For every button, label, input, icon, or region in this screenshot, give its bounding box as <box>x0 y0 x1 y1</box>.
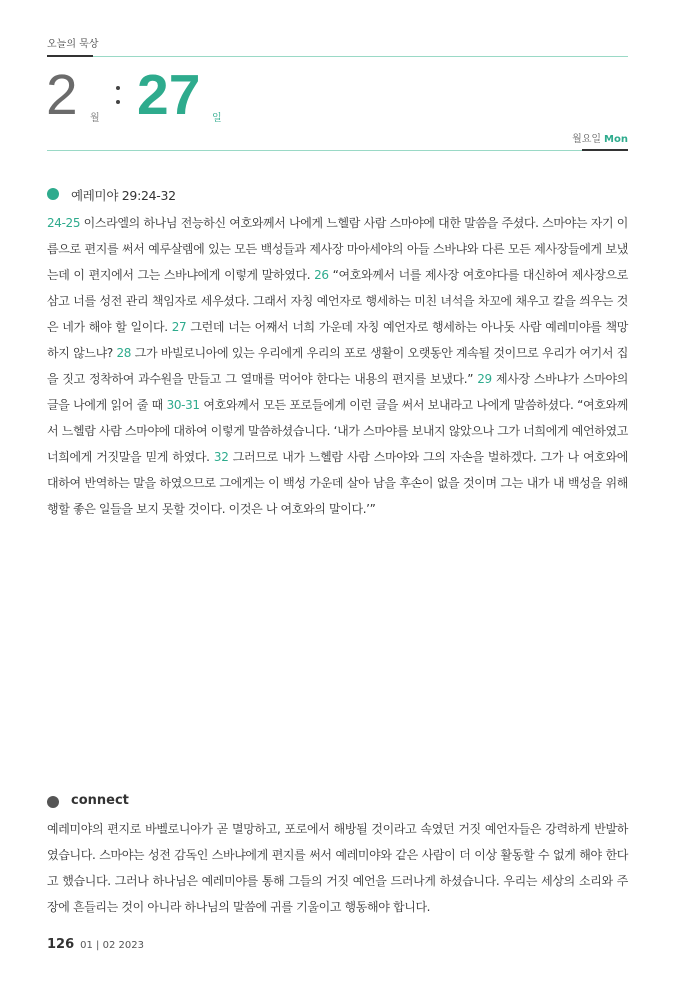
month-number: 2 <box>46 63 78 127</box>
connect-bullet-icon <box>47 796 59 808</box>
month-unit: 월 <box>90 113 100 124</box>
verse-number: 27 <box>171 320 187 334</box>
scripture-reference: 예레미야 29:24-32 <box>71 188 176 203</box>
connect-title: connect <box>71 793 129 808</box>
page-number: 126 <box>47 937 75 952</box>
weekday <box>572 130 628 145</box>
verse-text: 이스라엘의 하나님 전능하신 여호와께서 나에게 느헬람 사람 스마야에 대한 말씀을 주셨다. 스마야는 자기 이름으로 편지를 써서 예루살렘에 있는 모든 백성들과 제사장 마아세야의 아들 스바냐와 다른 모든 제사장들에게 보냈는데 이 편지에서 그는 스바냐에게 이렇게 말하였다. <box>47 216 628 282</box>
connect-text: 예레미야의 편지로 바벨로니아가 곧 멸망하고, 포로에서 해방될 것이라고 속였던 거짓 예언자들은 강력하게 반발하였습니다. 스마야는 성전 감독인 스바냐에게 편지를 써서 예레미야와 같은 사람이 더 이상 활동할 수 없게 해야 한다고 했습니다. 그러나 하나님은 예레미야를 통해 그들의 거짓 예언을 드러나게 하셨습니다. 우리는 세상의 소리와 주장에 흔들리는 것이 아니라 하나님의 말씀에 귀를 기울이고 행동해야 합니다. <box>47 822 628 914</box>
colon-dot-top <box>116 86 120 90</box>
weekday-english: Mon <box>604 134 628 145</box>
verse-text: 그런데 너는 어째서 너희 가운데 자칭 예언자로 행세하는 아나돗 사람 예레미야를 책망하지 않느냐? <box>47 320 628 360</box>
weekday-korean: 월요일 <box>572 134 602 145</box>
verse-number: 32 <box>213 450 229 464</box>
label-underline <box>47 55 93 57</box>
day-number: 27 <box>137 63 201 127</box>
verse-text: 그러므로 내가 느헬람 사람 스마야와 그의 자손을 벌하겠다. 그가 나 여호와에 대하여 반역하는 말을 하였으므로 그에게는 이 백성 가운데 살아 남을 후손이 없을 것이며 그는 내가 내 백성을 위해 행할 좋은 일들을 보지 못할 것이다. 이것은 나 여호와의 말이다.’” <box>47 450 628 516</box>
verse-number: 26 <box>314 268 329 282</box>
section-label: 오늘의 묵상 <box>47 39 99 50</box>
colon-dot-bottom <box>116 100 120 104</box>
verse-number: 29 <box>477 372 492 386</box>
verse-text: 그가 바빌로니아에 있는 우리에게 우리의 포로 생활이 오랫동안 계속될 것이므로 우리가 여기서 집을 짓고 정착하여 과수원을 만들고 그 열매를 먹어야 한다는 내용의 편지를 보냈다.” <box>47 346 628 386</box>
weekday-underline <box>582 149 628 151</box>
verse-number: 28 <box>116 346 132 360</box>
header-rule <box>93 56 628 57</box>
verse-number: 24-25 <box>47 216 81 230</box>
verse-text: “여호와께서 너를 제사장 여호야다를 대신하여 제사장으로 삼고 너를 성전 관리 책임자로 세우셨다. 그래서 자칭 예언자로 행세하는 미친 녀석을 차꼬에 채우고 칼을 씌우는 것은 네가 해야 할 일이다. <box>47 268 628 334</box>
date-rule <box>47 150 582 151</box>
verse-text: 제사장 스바냐가 스마야의 글을 나에게 읽어 줄 때 <box>47 372 628 412</box>
verse-text: 여호와께서 모든 포로들에게 이런 글을 써서 보내라고 나에게 말씀하셨다. “여호와께서 느헬람 사람 스마야에 대하여 이렇게 말씀하셨습니다. ‘내가 스마야를 보내지 않았으나 그가 너희에게 예언하였고 너희에게 거짓말을 믿게 하였다. <box>47 398 628 464</box>
issue-date: 01 | 02 2023 <box>80 940 144 951</box>
page-footer <box>47 937 144 952</box>
verse-number: 30-31 <box>166 398 200 412</box>
date-colon <box>115 78 121 112</box>
day-unit: 일 <box>212 113 222 124</box>
scripture-bullet-icon <box>47 188 59 200</box>
scripture-passage <box>47 210 628 522</box>
